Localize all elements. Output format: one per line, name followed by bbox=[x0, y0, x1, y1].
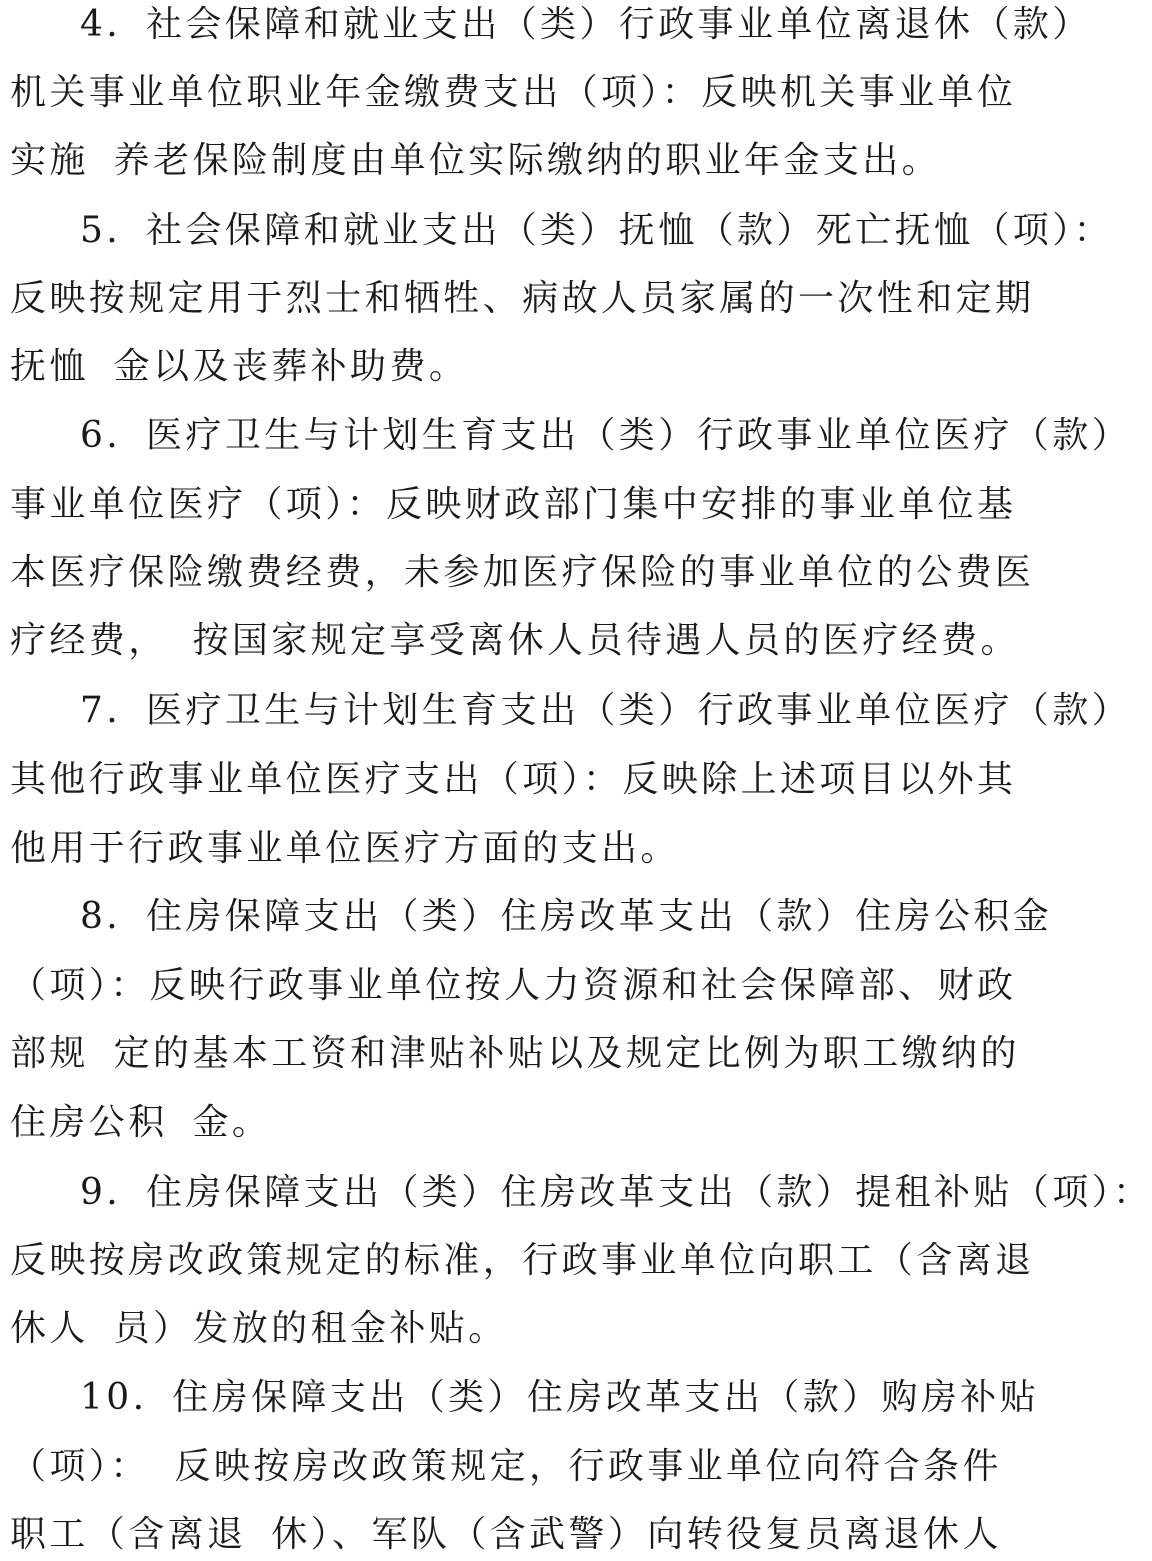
paragraph-4-line-2: 机关事业单位职业年金缴费支出（项）：反映机关事业单位 bbox=[10, 72, 1017, 113]
paragraph-10-line-2: （项）： 反映按房改政策规定，行政事业单位向符合条件 bbox=[10, 1446, 1002, 1487]
paragraph-4-line-1: 4. 社会保障和就业支出（类）行政事业单位离退休（款） bbox=[80, 4, 1092, 45]
paragraph-9-line-2: 反映按房改政策规定的标准，行政事业单位向职工（含离退 bbox=[10, 1240, 1035, 1281]
paragraph-7-line-2: 其他行政事业单位医疗支出（项）：反映除上述项目以外其 bbox=[10, 759, 1017, 800]
paragraph-4-line-3: 实施 养老保险制度由单位实际缴纳的职业年金支出。 bbox=[10, 140, 942, 181]
paragraph-8-line-4: 住房公积 金。 bbox=[10, 1102, 272, 1143]
paragraph-5-line-2: 反映按规定用于烈士和牺牲、病故人员家属的一次性和定期 bbox=[10, 278, 1035, 319]
paragraph-5-line-1: 5. 社会保障和就业支出（类）抚恤（款）死亡抚恤（项）： bbox=[80, 210, 1113, 251]
paragraph-8-line-3: 部规 定的基本工资和津贴补贴以及规定比例为职工缴纳的 bbox=[10, 1033, 1020, 1074]
paragraph-10-line-3: 职工（含离退 休）、军队（含武警）向转役复员离退休人 bbox=[10, 1514, 1002, 1555]
paragraph-9-line-1: 9. 住房保障支出（类）住房改革支出（款）提租补贴（项）： bbox=[80, 1172, 1152, 1213]
paragraph-7-line-1: 7. 医疗卫生与计划生育支出（类）行政事业单位医疗（款） bbox=[80, 690, 1131, 731]
paragraph-6-line-1: 6. 医疗卫生与计划生育支出（类）行政事业单位医疗（款） bbox=[80, 415, 1131, 456]
paragraph-5-line-3: 抚恤 金以及丧葬补助费。 bbox=[10, 346, 469, 387]
paragraph-6-line-3: 本医疗保险缴费经费，未参加医疗保险的事业单位的公费医 bbox=[10, 552, 1035, 593]
paragraph-7-line-3: 他用于行政事业单位医疗方面的支出。 bbox=[10, 828, 680, 869]
paragraph-8-line-1: 8. 住房保障支出（类）住房改革支出（款）住房公积金 bbox=[80, 896, 1053, 937]
paragraph-6-line-4: 疗经费， 按国家规定享受离休人员待遇人员的医疗经费。 bbox=[10, 620, 1020, 661]
paragraph-9-line-3: 休人 员）发放的租金补贴。 bbox=[10, 1308, 508, 1349]
paragraph-6-line-2: 事业单位医疗（项）：反映财政部门集中安排的事业单位基 bbox=[10, 484, 1017, 525]
paragraph-8-line-2: （项）：反映行政事业单位按人力资源和社会保障部、财政 bbox=[10, 965, 1017, 1006]
paragraph-10-line-1: 10. 住房保障支出（类）住房改革支出（款）购房补贴 bbox=[80, 1377, 1040, 1418]
